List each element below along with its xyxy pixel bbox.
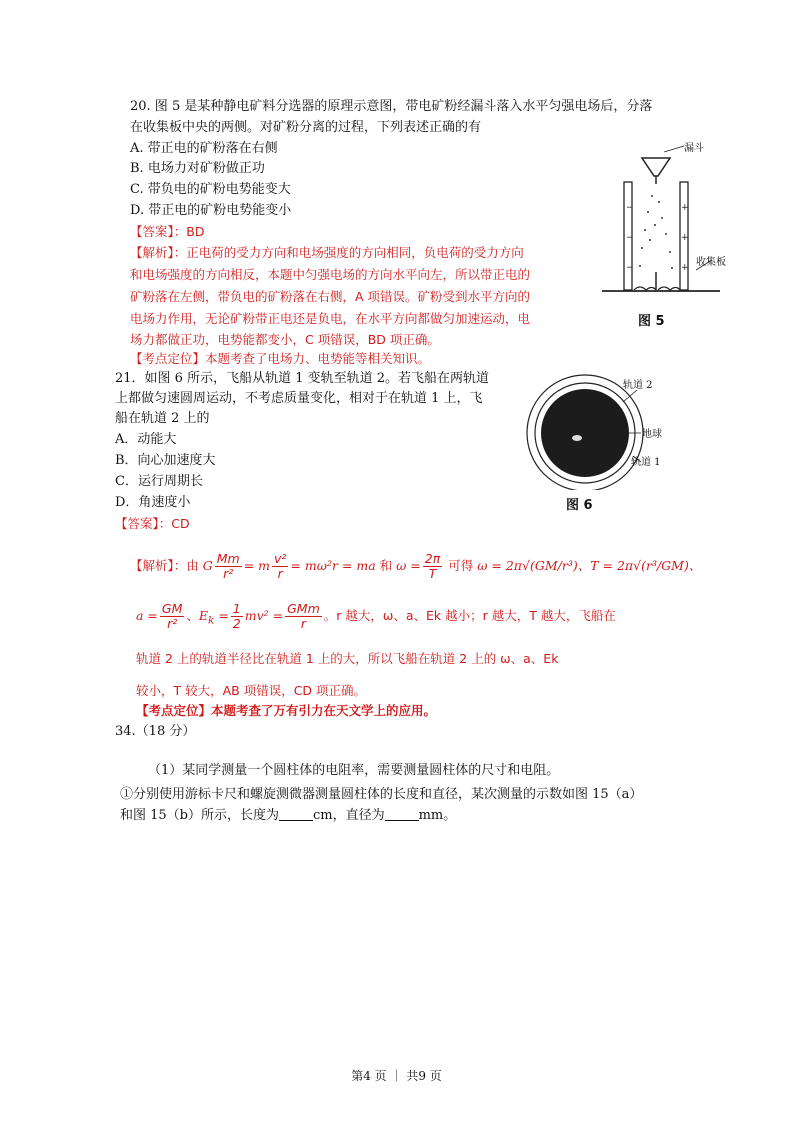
q21-analysis-line3: 轨道 2 上的轨道半径比在轨道 1 上的大，所以飞船在轨道 2 上的 ω、a、Ek (136, 651, 559, 666)
q34-title: 34.（18 分） (115, 724, 196, 739)
svg-text:−: − (626, 233, 634, 243)
q20-option-b: B. 电场力对矿粉做正功 (130, 161, 265, 176)
q20-stem-line1: 20. 图 5 是某种静电矿料分选器的原理示意图，带电矿粉经漏斗落入水平匀强电场后，分落 (130, 99, 653, 114)
q21-option-d: D．角速度小 (115, 495, 191, 510)
q20-analysis-line5: 场力都做正功，电势能都变小，C 项错误，BD 项正确。 (130, 332, 440, 347)
figure-6-label-earth: 地球 (642, 429, 662, 440)
q21-analysis-line2: a = $\frac{GM}{\text{r²}}$ 、$E_k$ = $\frac{1}{2}$ mv² = $\frac{\text{GMm}}{r}$ 。r 越大，ω、a、Ek 越小；r 越大，T 越大，飞船在 (136, 601, 616, 631)
q20-analysis-line1: 【解析】：正电荷的受力方向和电场强度的方向相同，负电荷的受力方向 (130, 245, 524, 260)
q20-option-a: A. 带正电的矿粉落在右侧 (130, 141, 278, 156)
figure-5-caption: 图 5 (638, 314, 665, 329)
q21-stem-line2: 上都做匀速圆周运动，不考虑质量变化，相对于在轨道 1 上，飞 (115, 391, 483, 406)
q21-stem-line1: 21．如图 6 所示，飞船从轨道 1 变轨至轨道 2。若飞船在两轨道 (115, 371, 490, 386)
svg-text:+: + (681, 263, 689, 273)
figure-6-label-orbit2: 轨道 2 (623, 380, 653, 391)
q34-text-length: 和图 15（b）所示，长度为 (120, 808, 279, 823)
svg-text:+: + (681, 203, 689, 213)
q34-text-diameter: cm，直径为 (313, 808, 385, 823)
q20-stem-line2: 在收集板中央的两侧。对矿粉分离的过程，下列表述正确的有 (130, 120, 482, 135)
q34-sub1a-line1: ①分别使用游标卡尺和螺旋测微器测量圆柱体的长度和直径，某次测量的示数如图 15（a） (120, 787, 643, 802)
q20-point: 【考点定位】本题考查了电场力、电势能等相关知识。 (130, 351, 431, 366)
svg-text:−: − (626, 203, 634, 213)
q21-analysis-prefix: 【解析】：由 (130, 558, 199, 573)
diameter-blank (385, 808, 419, 821)
figure-5-label-plate: 收集板 (696, 257, 726, 268)
figure-5-label-funnel: 漏斗 (684, 143, 704, 154)
q21-analysis-line1: 【解析】：由 G $\frac{Mm}{\text{r²}}$ = m $\frac{\text{v²}}{r}$ = mω²r = ma 和 ω = $\frac{2\pi}{T}$ 可得 ω = 2π√(GM/r³)、T = 2π√(r³/GM)、 (130, 551, 702, 581)
q21-analysis-line2-tail: 。r 越大，ω、a、Ek 越小；r 越大，T 越大，飞船在 (323, 608, 616, 623)
q21-option-c: C．运行周期长 (115, 474, 203, 489)
svg-text:+: + (681, 233, 689, 243)
q20-analysis-line3: 矿粉落在左侧，带负电的矿粉落在右侧，A 项错误。矿粉受到水平方向的 (130, 289, 531, 304)
q21-point: 【考点定位】本题考查了万有引力在天文学上的应用。 (136, 703, 437, 718)
q20-answer: 【答案】：BD (130, 224, 205, 239)
q20-option-d: D. 带正电的矿粉电势能变小 (130, 203, 292, 218)
q21-option-a: A．动能大 (115, 432, 177, 447)
q21-stem-line3: 船在轨道 2 上的 (115, 411, 210, 426)
q21-answer: 【答案】：CD (115, 516, 190, 531)
q20-option-c: C. 带负电的矿粉电势能变大 (130, 182, 291, 197)
q34-sub1: （1）某同学测量一个圆柱体的电阻率，需要测量圆柱体的尺寸和电阻。 (148, 763, 560, 778)
q34-sub1a-line2 (120, 807, 456, 825)
q21-analysis-line4: 较小，T 较大，AB 项错误，CD 项正确。 (136, 683, 367, 698)
page-footer: 第4 页 ｜ 共9 页 (351, 1069, 442, 1083)
svg-text:−: − (626, 263, 634, 273)
q34-text-end: mm。 (418, 808, 457, 823)
q20-analysis-line2: 和电场强度的方向相反，本题中匀强电场的方向水平向左，所以带正电的 (130, 267, 531, 282)
q21-analysis-mid: 可得 (448, 558, 474, 573)
q21-option-b: B．向心加速度大 (115, 453, 216, 468)
figure-6-caption: 图 6 (566, 498, 593, 513)
q20-analysis-line4: 电场力作用，无论矿粉带正电还是负电，在水平方向都做匀加速运动，电 (130, 311, 531, 326)
length-blank (279, 808, 313, 821)
figure-5-separator (600, 140, 740, 300)
figure-6-label-orbit1: 轨道 1 (631, 457, 661, 468)
